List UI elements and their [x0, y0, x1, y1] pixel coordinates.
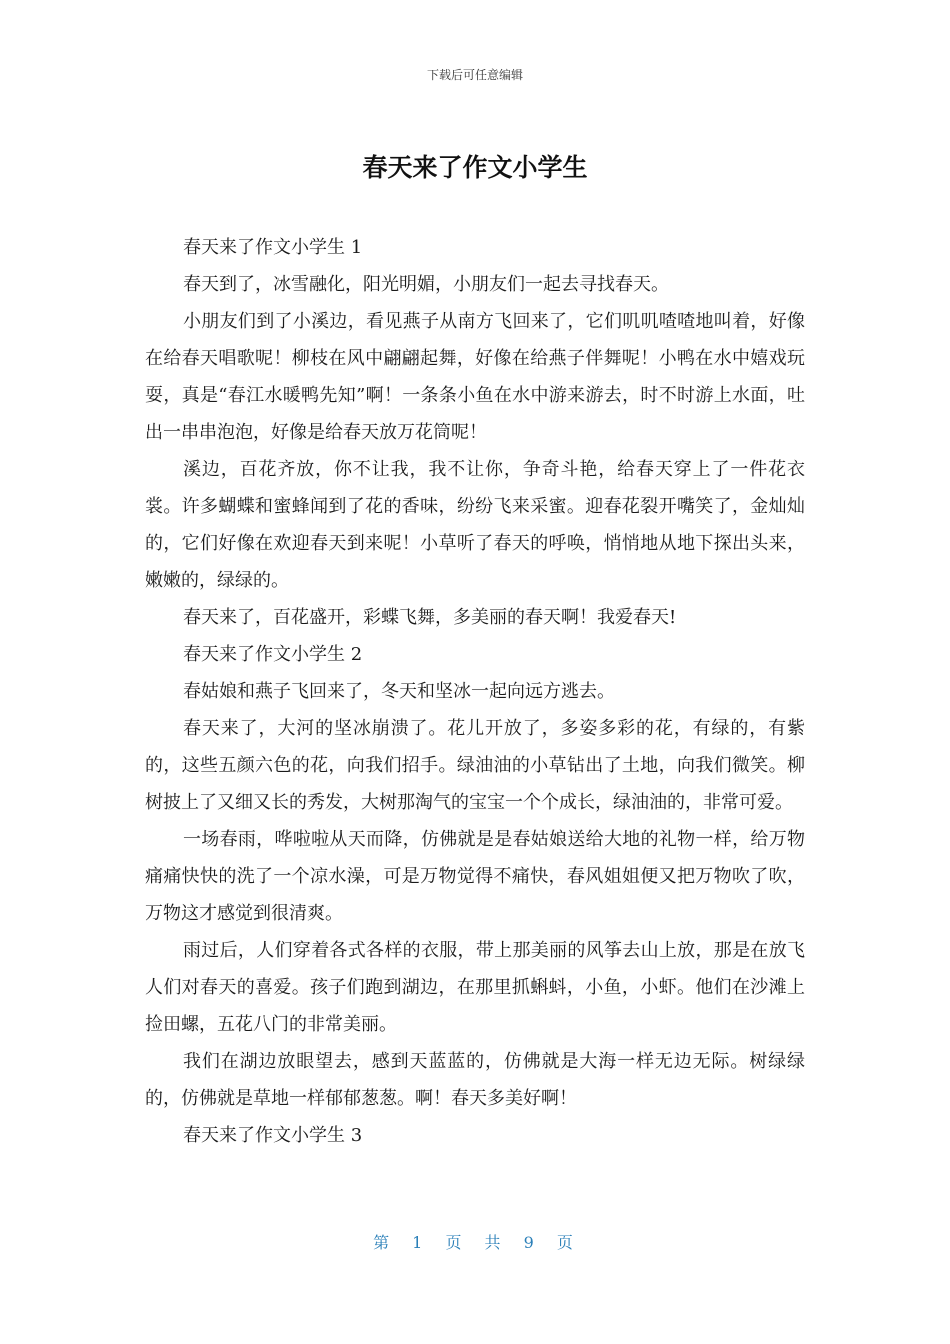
header-note: 下载后可任意编辑 [426, 68, 523, 82]
section-heading-2: 春天来了作文小学生 2 [183, 644, 363, 665]
paragraph: 我们在湖边放眼望去，感到天蓝蓝的，仿佛就是大海一样无边无际。树绿绿的，仿佛就是草地一样郁郁葱葱。啊！春天多美好啊！ [145, 1051, 805, 1109]
page-number-footer: 第 1 页 共 9 页 [373, 1233, 577, 1252]
document-body [145, 229, 805, 1154]
paragraph: 春天来了，百花盛开，彩蝶飞舞，多美丽的春天啊！我爱春天! [183, 607, 677, 628]
paragraph: 小朋友们到了小溪边，看见燕子从南方飞回来了，它们叽叽喳喳地叫着，好像在给春天唱歌呢！柳枝在风中翩翩起舞，好像在给燕子伴舞呢！小鸭在水中嬉戏玩耍，真是“春江水暖鸭先知”啊！一条条小鱼在水中游来游去，时不时游上水面，吐出一串串泡泡，好像是给春天放万花筒呢！ [145, 311, 805, 443]
paragraph: 雨过后，人们穿着各式各样的衣服，带上那美丽的风筝去山上放，那是在放飞人们对春天的喜爱。孩子们跑到湖边，在那里抓蝌蚪，小鱼，小虾。他们在沙滩上捡田螺，五花八门的非常美丽。 [145, 940, 805, 1035]
paragraph: 溪边，百花齐放，你不让我，我不让你，争奇斗艳，给春天穿上了一件花衣裳。许多蝴蝶和蜜蜂闻到了花的香味，纷纷飞来采蜜。迎春花裂开嘴笑了，金灿灿的，它们好像在欢迎春天到来呢！小草听了春天的呼唤，悄悄地从地下探出头来，嫩嫩的，绿绿的。 [145, 459, 805, 591]
section-heading-1: 春天来了作文小学生 1 [183, 237, 363, 258]
paragraph: 一场春雨，哗啦啦从天而降，仿佛就是是春姑娘送给大地的礼物一样，给万物痛痛快快的洗了一个凉水澡，可是万物觉得不痛快，春风姐姐便又把万物吹了吹，万物这才感觉到很清爽。 [145, 829, 805, 924]
section-heading-3: 春天来了作文小学生 3 [183, 1125, 363, 1146]
paragraph: 春天到了，冰雪融化，阳光明媚，小朋友们一起去寻找春天。 [183, 274, 669, 295]
document-title: 春天来了作文小学生 [362, 153, 588, 182]
paragraph: 春天来了，大河的坚冰崩溃了。花儿开放了，多姿多彩的花，有绿的，有紫的，这些五颜六色的花，向我们招手。绿油油的小草钻出了土地，向我们微笑。柳树披上了又细又长的秀发，大树那淘气的宝宝一个个成长，绿油油的，非常可爱。 [145, 718, 805, 813]
paragraph: 春姑娘和燕子飞回来了，冬天和坚冰一起向远方逃去。 [183, 681, 615, 702]
